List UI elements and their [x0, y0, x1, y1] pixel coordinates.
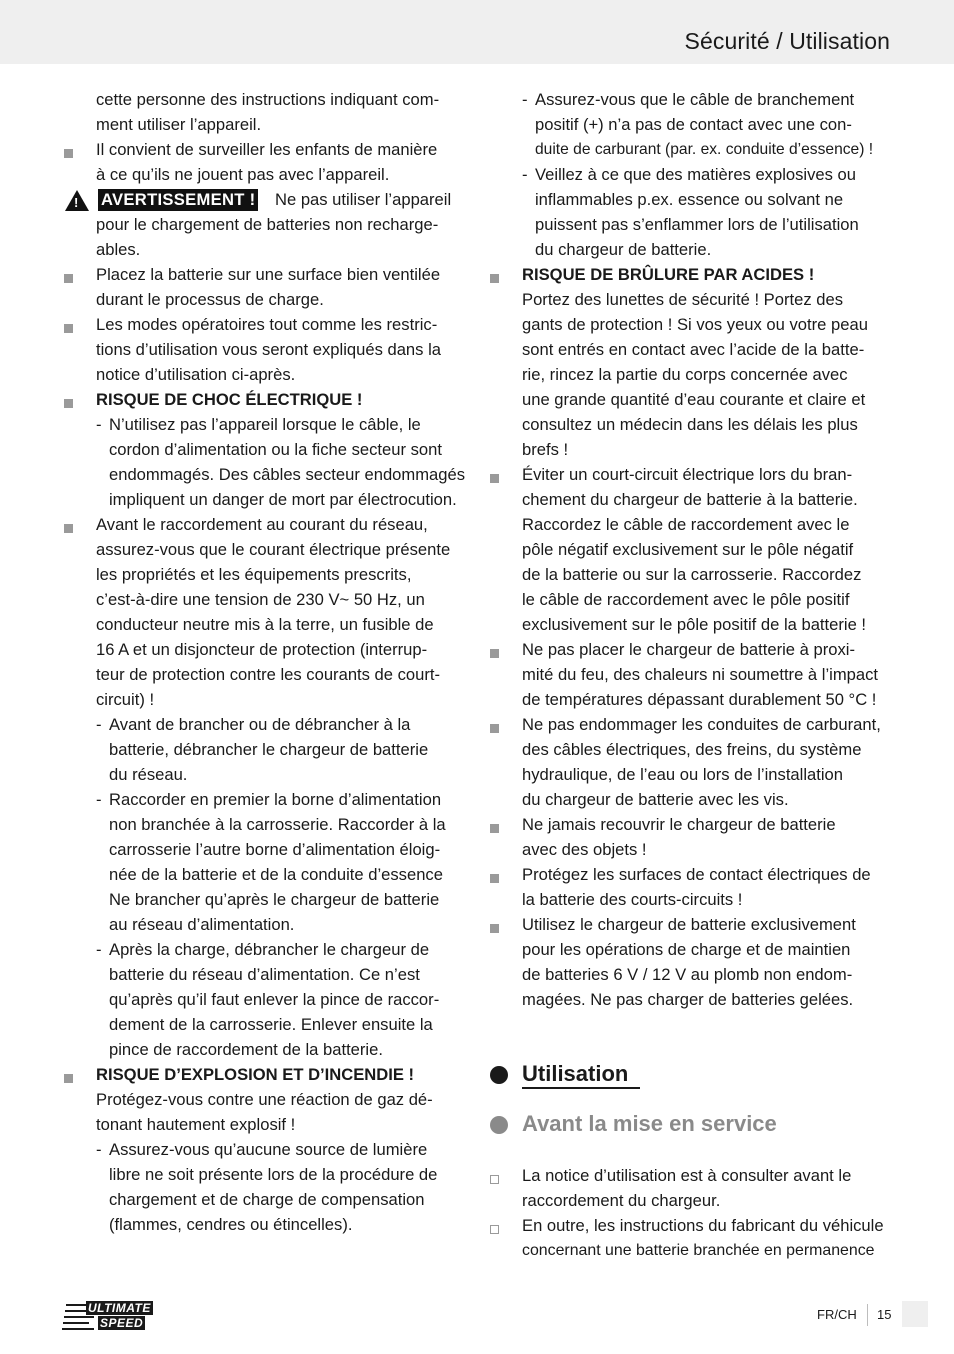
text-line: Protégez les surfaces de contact électriques de	[522, 865, 871, 884]
logo-bottom-text: SPEED	[100, 1316, 144, 1330]
section-underline	[522, 1087, 640, 1089]
text-line: Avant le raccordement au courant du réseau,	[96, 515, 428, 534]
text-line: Assurez-vous qu’aucune source de lumière	[109, 1140, 428, 1159]
text-line: Les modes opératoires tout comme les restric-	[96, 315, 438, 334]
text-line: chargement et de charge de compensation	[109, 1190, 425, 1209]
text-line: née de la batterie et de la conduite d’essence	[109, 865, 443, 884]
bullet-square	[64, 149, 73, 158]
text-line: libre ne soit présente lors de la procédure de	[109, 1165, 438, 1184]
bullet-square	[64, 399, 73, 408]
text-line: cette personne des instructions indiquant com-	[96, 90, 440, 109]
text-line: une grande quantité d’eau courante et claire et	[522, 390, 866, 409]
text-line: notice d’utilisation ci-après.	[96, 365, 296, 384]
bullet-square	[64, 1074, 73, 1083]
text-line: pour le chargement de batteries non recharge-	[96, 215, 439, 234]
section-title: Utilisation	[522, 1061, 629, 1086]
text-line: En outre, les instructions du fabricant du véhicule	[522, 1216, 884, 1235]
bullet-square	[64, 324, 73, 333]
text-line: chement du chargeur de batterie à la batterie.	[522, 490, 858, 509]
text-line: c’est-à-dire une tension de 230 V~ 50 Hz, un	[96, 590, 425, 609]
footer-corner-box	[902, 1301, 928, 1327]
checkbox-square-icon	[490, 1225, 499, 1234]
text-line: teur de protection contre les courants de court-	[96, 665, 441, 684]
brand-logo	[62, 1301, 162, 1333]
dash-marker: -	[522, 165, 528, 184]
bullet-square	[490, 649, 499, 658]
text-line: le câble de raccordement avec le pôle positif	[522, 590, 850, 609]
text-line: durant le processus de charge.	[96, 290, 324, 309]
text-line: endommagés. Des câbles secteur endommagés	[109, 465, 466, 484]
dash-marker: -	[96, 1140, 102, 1159]
subsection-title: Avant la mise en service	[522, 1111, 777, 1136]
dash-marker: -	[522, 90, 528, 109]
text-line: batterie, débrancher le chargeur de batterie	[109, 740, 429, 759]
dash-marker: -	[96, 940, 102, 959]
text-line: Ne pas utiliser l’appareil	[275, 190, 452, 209]
text-line: la batterie des courts-circuits !	[522, 890, 743, 909]
text-line: Ne brancher qu’après le chargeur de batterie	[109, 890, 440, 909]
text-line: du chargeur de batterie avec les vis.	[522, 790, 789, 809]
text-line: tions d’utilisation vous seront expliqués dans la	[96, 340, 441, 359]
text-line: Ne jamais recouvrir le chargeur de batterie	[522, 815, 836, 834]
text-line: inflammables p.ex. essence ou solvant ne	[535, 190, 844, 209]
text-line: puissent pas s’enflammer lors de l’utilisation	[535, 215, 859, 234]
page-title: Sécurité / Utilisation	[684, 28, 890, 54]
text-line: Raccorder en premier la borne d’alimentation	[109, 790, 442, 809]
text-line: Il convient de surveiller les enfants de manière	[96, 140, 438, 159]
text-line: 16 A et un disjoncteur de protection (interrup-	[96, 640, 428, 659]
bullet-square	[490, 874, 499, 883]
text-line: les propriétés et les équipements prescrits,	[96, 565, 412, 584]
text-line: de températures dépassant durablement 50 °C !	[522, 690, 877, 709]
text-line: mité du feu, des chaleurs ni soumettre à l’impact	[522, 665, 879, 684]
text-line: Ne pas endommager les conduites de carburant,	[522, 715, 881, 734]
text-line: ment utiliser l’appareil.	[96, 115, 262, 134]
dash-marker: -	[96, 790, 102, 809]
text-line: raccordement du chargeur.	[522, 1191, 721, 1210]
text-line: circuit) !	[96, 690, 155, 709]
shock-heading: RISQUE DE CHOC ÉLECTRIQUE !	[96, 390, 363, 409]
text-line: gants de protection ! Si vos yeux ou votre peau	[522, 315, 868, 334]
text-line: Veillez à ce que des matières explosives ou	[535, 165, 856, 184]
text-line: impliquent un danger de mort par électrocution.	[109, 490, 457, 509]
warning-label: AVERTISSEMENT !	[98, 189, 258, 211]
text-line: à ce qu’ils ne jouent pas avec l’appareil.	[96, 165, 390, 184]
text-line: Avant de brancher ou de débrancher à la	[109, 715, 411, 734]
text-line: rie, rincez la partie du corps concernée avec	[522, 365, 848, 384]
text-line: Portez des lunettes de sécurité ! Portez des	[522, 290, 843, 309]
logo-top-text: ULTIMATE	[88, 1301, 151, 1315]
dash-marker: -	[96, 715, 102, 734]
text-line: des câbles électriques, des freins, du système	[522, 740, 862, 759]
text-line: consultez un médecin dans les délais les plus	[522, 415, 858, 434]
bullet-square	[64, 524, 73, 533]
text-line: ables.	[96, 240, 141, 259]
text-line: N’utilisez pas l’appareil lorsque le câble, le	[109, 415, 421, 434]
text-line: Ne pas placer le chargeur de batterie à proxi-	[522, 640, 855, 659]
text-line: batterie du réseau d’alimentation. Ce n’est	[109, 965, 420, 984]
text-line: brefs !	[522, 440, 569, 459]
bullet-square	[490, 474, 499, 483]
text-line: assurez-vous que le courant électrique présente	[96, 540, 451, 559]
bullet-square	[490, 924, 499, 933]
text-line: de batteries 6 V / 12 V au plomb non endom-	[522, 965, 853, 984]
text-line: positif (+) n’a pas de contact avec une con-	[535, 115, 852, 134]
text-line: pôle négatif exclusivement sur le pôle négatif	[522, 540, 854, 559]
bullet-square	[490, 274, 499, 283]
text-line: carrosserie l’autre borne d’alimentation éloig-	[109, 840, 441, 859]
explosion-heading: RISQUE D’EXPLOSION ET D’INCENDIE !	[96, 1065, 415, 1084]
acid-heading: RISQUE DE BRÛLURE PAR ACIDES !	[522, 265, 815, 284]
text-line: cordon d’alimentation ou la fiche secteur sont	[109, 440, 442, 459]
dash-marker: -	[96, 415, 102, 434]
text-line: Éviter un court-circuit électrique lors du bran-	[522, 465, 853, 484]
text-line: pince de raccordement de la batterie.	[109, 1040, 383, 1059]
checkbox-square-icon	[490, 1175, 499, 1184]
text-line: conducteur neutre mis à la terre, un fusible de	[96, 615, 434, 634]
text-line: du réseau.	[109, 765, 188, 784]
text-line: Utilisez le chargeur de batterie exclusivement	[522, 915, 856, 934]
text-line: dement de la carrosserie. Enlever ensuite la	[109, 1015, 433, 1034]
text-line: pour les opérations de charge et de maintien	[522, 940, 851, 959]
text-line: La notice d’utilisation est à consulter avant le	[522, 1166, 852, 1185]
text-line: de la batterie ou sur la carrosserie. Raccordez	[522, 565, 862, 584]
text-line: magées. Ne pas charger de batteries gelées.	[522, 990, 854, 1009]
subsection-bullet-icon	[490, 1116, 508, 1134]
text-line: qu’après qu’il faut enlever la pince de raccor-	[109, 990, 440, 1009]
text-line: non branchée à la carrosserie. Raccorder à la	[109, 815, 446, 834]
text-line: Placez la batterie sur une surface bien ventilée	[96, 265, 441, 284]
text-line: tonant hautement explosif !	[96, 1115, 296, 1134]
text-line: duite de carburant (par. ex. conduite d’essence) !	[535, 141, 874, 158]
bullet-square	[64, 274, 73, 283]
text-line: hydraulique, de l’eau ou lors de l’installation	[522, 765, 844, 784]
footer-divider	[867, 1304, 868, 1326]
text-line: sont entrés en contact avec l’acide de la batte-	[522, 340, 865, 359]
text-line: au réseau d’alimentation.	[109, 915, 295, 934]
text-line: Protégez-vous contre une réaction de gaz dé-	[96, 1090, 433, 1109]
footer-language: FR/CH	[817, 1307, 857, 1322]
bullet-square	[490, 824, 499, 833]
exclamation-icon: !	[74, 195, 79, 210]
page-number: 15	[877, 1307, 892, 1322]
text-line: Raccordez le câble de raccordement avec le	[522, 515, 850, 534]
text-line: (flammes, cendres ou étincelles).	[109, 1215, 353, 1234]
text-line: exclusivement sur le pôle positif de la batterie !	[522, 615, 867, 634]
text-line: avec des objets !	[522, 840, 647, 859]
text-line: Assurez-vous que le câble de branchement	[535, 90, 855, 109]
bullet-square	[490, 724, 499, 733]
text-line: du chargeur de batterie.	[535, 240, 712, 259]
text-line: Après la charge, débrancher le chargeur de	[109, 940, 430, 959]
section-bullet-icon	[490, 1066, 508, 1084]
text-line: concernant une batterie branchée en permanence	[522, 1242, 875, 1259]
